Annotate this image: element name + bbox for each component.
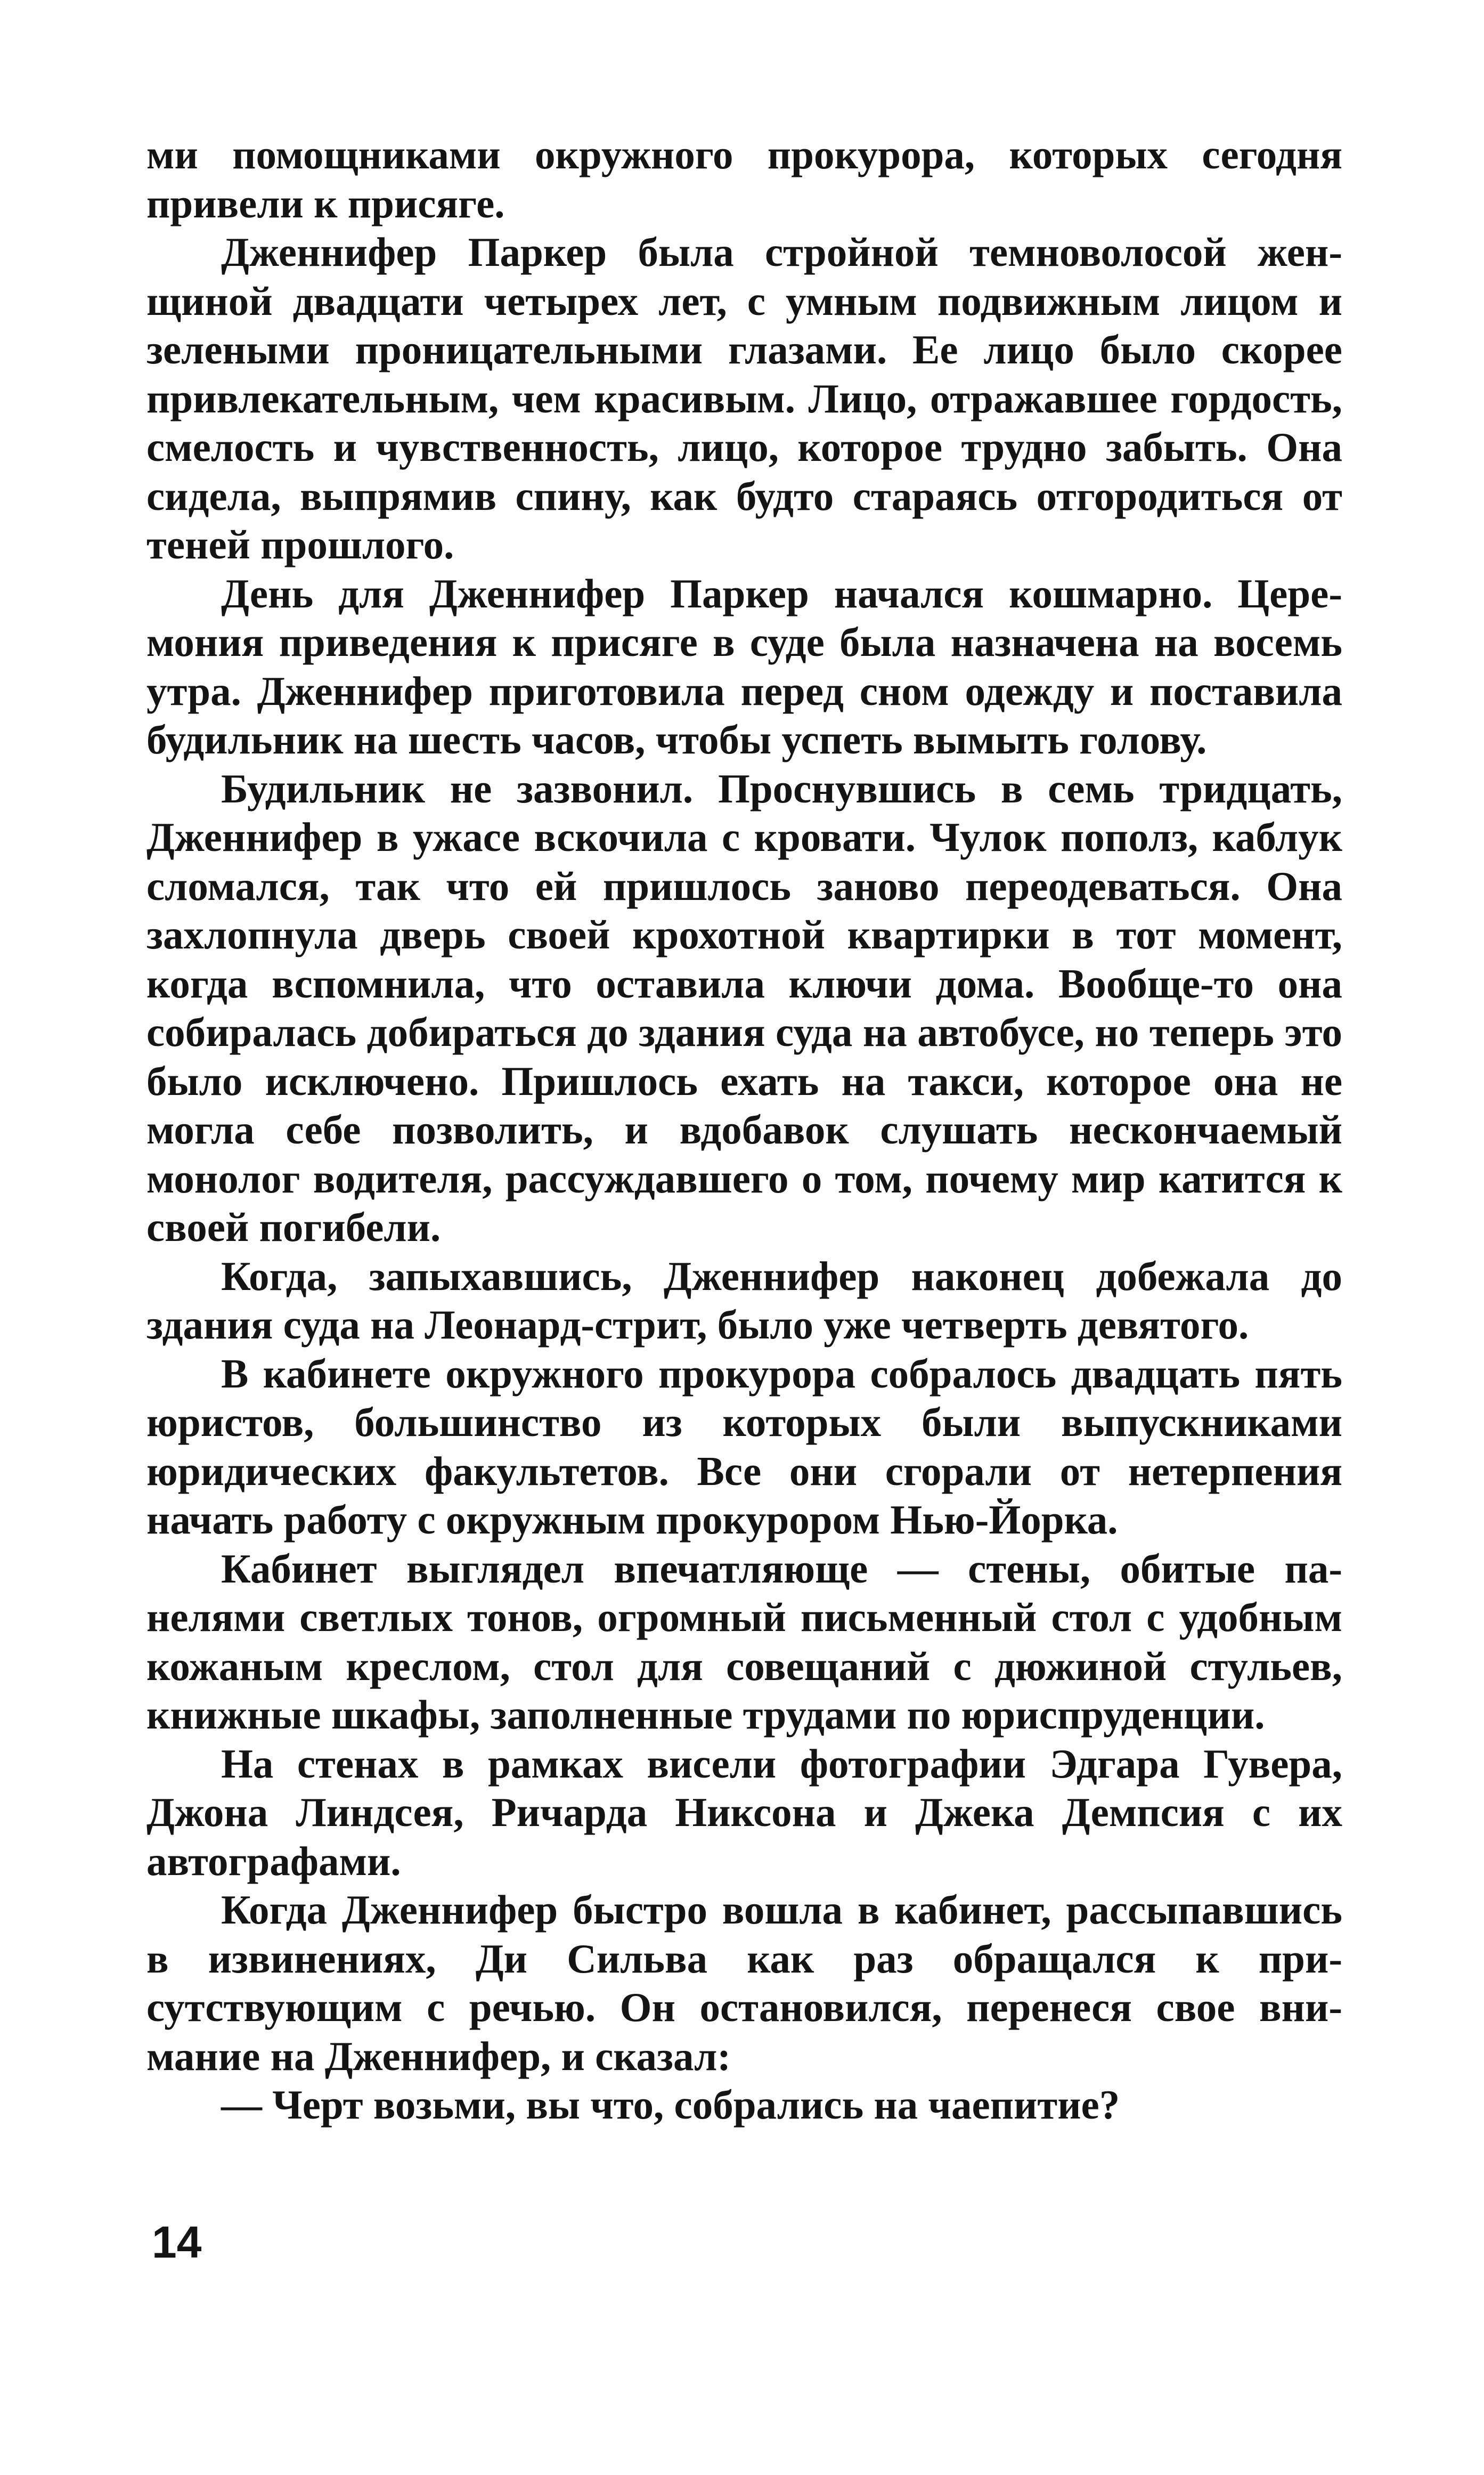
paragraph-office: Кабинет выглядел впечатляюще — стены, обитые панелями светлых тонов, огромный письменный стол с удобным кожаным креслом, стол для совещаний с дюжиной стульев, книжные шкафы, заполненные трудами по юриспруденции.: [146, 1545, 1342, 1738]
paragraph-jennifer-description: Дженнифер Паркер была стройной темноволосой женщиной двадцати четырех лет, с умным подвижным лицом и зелеными проницательными глазами. Ее лицо было скорее привлекательным, чем красивым. Лицо, отражавшее гордость, смелость и чувственность, лицо, которое трудно забыть. Она сидела, выпрямив спину, как будто стараясь отгородиться от теней прошлого.: [146, 229, 1342, 567]
paragraph-entrance: Когда Дженнифер быстро вошла в кабинет, рассыпавшись в извинениях, Ди Сильва как раз обращался к присутствующим с речью. Он остановился, перенеся свое внимание на Дженнифер, и сказал:: [146, 1887, 1342, 2079]
paragraph-dialog: — Черт возьми, вы что, собрались на чаепитие?: [221, 2082, 1120, 2128]
body-text: [146, 131, 1342, 2130]
paragraph-lawyers: В кабинете окружного прокурора собралось двадцать пять юристов, большинство из которых были выпускниками юридических факультетов. Все они сгорали от нетерпения начать работу с окружным прокурором Нью-Йорка.: [146, 1350, 1342, 1543]
paragraph-arrival: Когда, запыхавшись, Дженнифер наконец добежала до здания суда на Леонард-стрит, было уже четверть девятого.: [146, 1253, 1342, 1348]
paragraph-alarm: Будильник не зазвонил. Проснувшись в семь тридцать, Дженнифер в ужасе вскочила с кровати. Чулок пополз, каблук сломался, так что ей пришлось заново переодеваться. Она захлопнула дверь своей крохотной квартирки в тот момент, когда вспомнила, что оставила ключи дома. Вообще-то она собиралась добираться до здания суда на автобусе, но теперь это было исключено. Пришлось ехать на такси, которое она не могла себе позволить, и вдобавок слушать нескончаемый монолог водителя, рассуждавшего о том, почему мир катится к своей погибели.: [146, 765, 1342, 1250]
paragraph-day-began: День для Дженнифер Паркер начался кошмарно. Церемония приведения к присяге в суде была назначена на восемь утра. Дженнифер приготовила перед сном одежду и поставила будильник на шесть часов, чтобы успеть вымыть голову.: [146, 570, 1342, 762]
page-number: 14: [152, 2217, 202, 2267]
paragraph-continuation: ми помощниками окружного прокурора, которых сегодня привели к присяге.: [146, 132, 1342, 226]
paragraph-photos: На стенах в рамках висели фотографии Эдгара Гувера, Джона Линдсея, Ричарда Никсона и Джека Демпсия с их автографами.: [146, 1740, 1342, 1884]
